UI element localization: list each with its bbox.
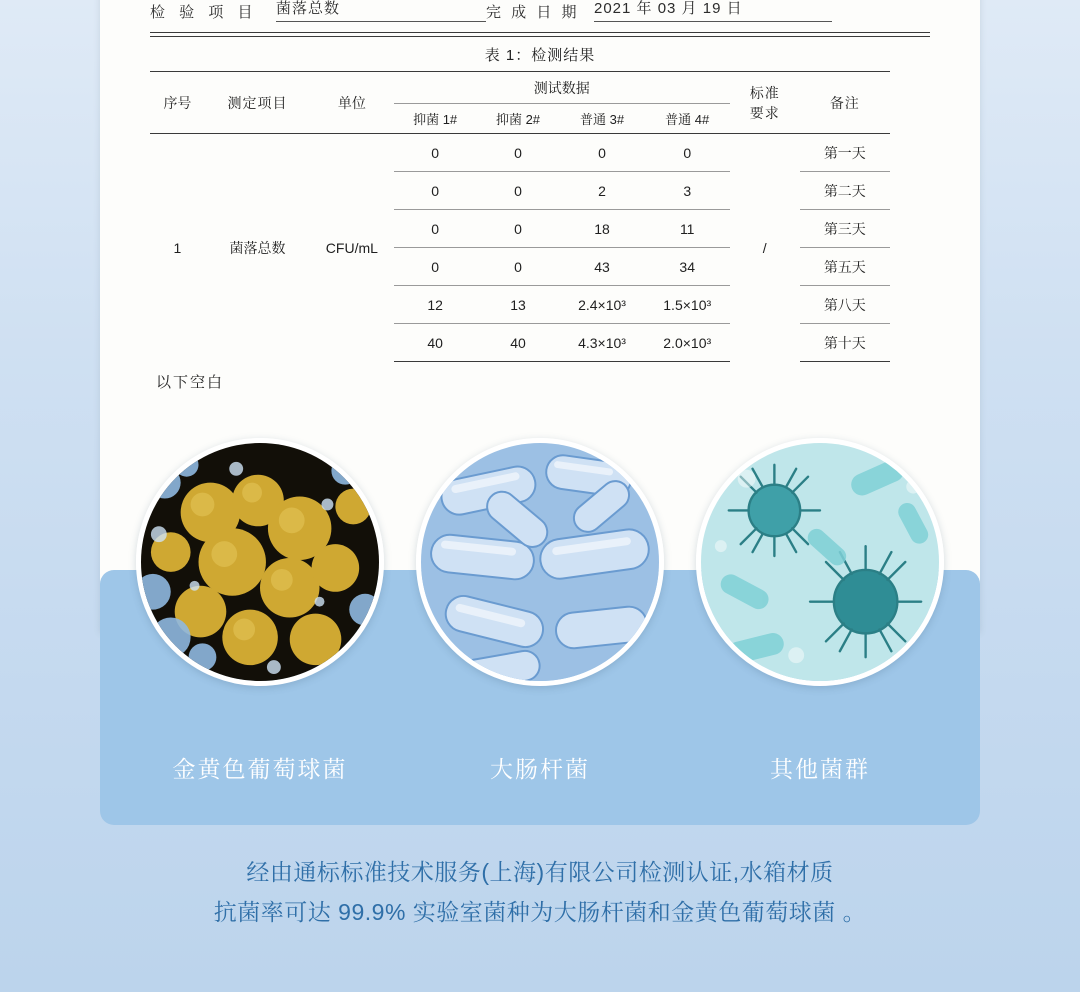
germ-label: 大肠杆菌 — [490, 756, 590, 782]
col-standard-line2: 要求 — [749, 104, 780, 121]
cell-d1: 12 — [394, 286, 477, 324]
col-data-4: 普通 4# — [645, 104, 730, 134]
inspect-item-label: 检 验 项 目 — [150, 4, 258, 21]
finish-date-value: 2021 年 03 月 19 日 — [594, 0, 832, 22]
col-data-3: 普通 3# — [559, 104, 644, 134]
ecoli-illustration — [421, 443, 659, 681]
cell-note: 第五天 — [800, 248, 890, 286]
col-data-1: 抑菌 1# — [394, 104, 477, 134]
row-unit: CFU/mL — [325, 239, 378, 256]
list-item — [696, 438, 944, 784]
cell-note: 第八天 — [800, 286, 890, 324]
other-microbes-image — [696, 438, 944, 686]
results-table — [150, 71, 890, 362]
cell-d2: 0 — [477, 134, 560, 172]
cell-d1: 0 — [394, 172, 477, 210]
inspect-item-value: 菌落总数 — [276, 0, 486, 22]
table-row — [150, 134, 890, 172]
footer-line-2: 抗菌率可达 99.9% 实验室菌种为大肠杆菌和金黄色葡萄球菌 。 — [213, 899, 867, 925]
cell-note: 第三天 — [800, 210, 890, 248]
cell-d2: 0 — [477, 172, 560, 210]
cell-d1: 0 — [394, 248, 477, 286]
cell-note: 第二天 — [800, 172, 890, 210]
col-sn: 序号 — [150, 72, 205, 134]
col-standard-line1: 标准 — [749, 84, 780, 101]
cell-d4: 3 — [645, 172, 730, 210]
finish-date-label: 完 成 日 期 — [486, 4, 580, 21]
blank-note: 以下空白 — [156, 374, 225, 391]
col-standard — [730, 72, 800, 134]
cell-d3: 43 — [559, 248, 644, 286]
table-caption: 表 1：检测结果 — [484, 47, 596, 64]
cell-d2: 0 — [477, 210, 560, 248]
row-sn: 1 — [173, 239, 182, 256]
row-item: 菌落总数 — [229, 239, 286, 256]
footer-line-1: 经由通标标准技术服务(上海)有限公司检测认证,水箱材质 — [246, 859, 834, 885]
col-unit: 单位 — [310, 72, 394, 134]
germ-list — [100, 438, 980, 818]
cell-d4: 34 — [645, 248, 730, 286]
cell-d4: 11 — [645, 210, 730, 248]
cell-d2: 40 — [477, 324, 560, 362]
staphylococcus-illustration — [141, 443, 379, 681]
list-item — [136, 438, 384, 784]
cell-d2: 0 — [477, 248, 560, 286]
cell-d1: 0 — [394, 210, 477, 248]
cell-d3: 0 — [559, 134, 644, 172]
staphylococcus-image — [136, 438, 384, 686]
cell-d1: 40 — [394, 324, 477, 362]
cell-d3: 4.3×10³ — [559, 324, 644, 362]
report-content — [150, 0, 930, 392]
col-item: 测定项目 — [205, 72, 310, 134]
cell-d4: 2.0×10³ — [645, 324, 730, 362]
cell-d3: 18 — [559, 210, 644, 248]
row-standard: / — [762, 239, 767, 256]
cell-note: 第十天 — [800, 324, 890, 362]
col-data-2: 抑菌 2# — [477, 104, 560, 134]
col-test-data: 测试数据 — [394, 72, 730, 104]
cell-d4: 0 — [645, 134, 730, 172]
cell-d2: 13 — [477, 286, 560, 324]
list-item — [416, 438, 664, 784]
ecoli-image — [416, 438, 664, 686]
germ-label: 金黄色葡萄球菌 — [172, 756, 348, 782]
germ-label: 其他菌群 — [770, 756, 870, 782]
cell-d1: 0 — [394, 134, 477, 172]
cell-d4: 1.5×10³ — [645, 286, 730, 324]
col-note: 备注 — [800, 72, 890, 134]
cell-d3: 2 — [559, 172, 644, 210]
report-header-row — [150, 0, 930, 22]
table-header-row-1 — [150, 72, 890, 104]
other-microbes-illustration — [701, 443, 939, 681]
cell-d3: 2.4×10³ — [559, 286, 644, 324]
certification-footer — [0, 852, 1080, 932]
cell-note: 第一天 — [800, 134, 890, 172]
